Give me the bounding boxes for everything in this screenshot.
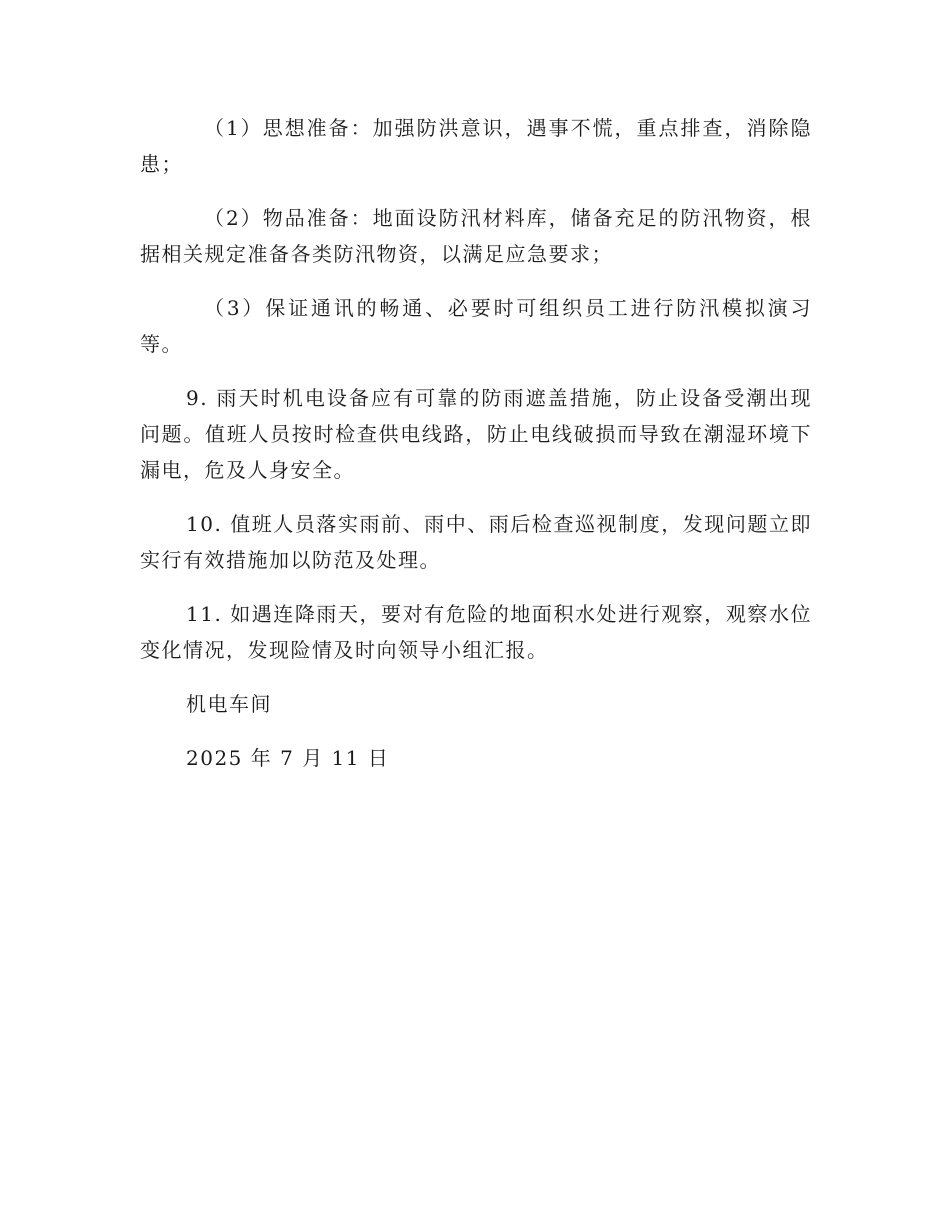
signature-department: 机电车间 xyxy=(186,692,272,716)
document-date: 2025 年 7 月 11 日 xyxy=(186,746,390,770)
paragraph-item-10: 10. 值班人员落实雨前、雨中、雨后检查巡视制度，发现问题立即实行有效措施加以防范及处理。 xyxy=(140,512,812,572)
paragraph-item-11: 11. 如遇连降雨天，要对有危险的地面积水处进行观察，观察水位变化情况，发现险情及时向领导小组汇报。 xyxy=(140,602,812,662)
paragraph-material-preparation: （2）物品准备：地面设防汛材料库，储备充足的防汛物资，根据相关规定准备各类防汛物资，以满足应急要求； xyxy=(140,206,812,266)
document-body xyxy=(140,110,812,794)
paragraph-item-9: 9. 雨天时机电设备应有可靠的防雨遮盖措施，防止设备受潮出现问题。值班人员按时检查供电线路，防止电线破损而导致在潮湿环境下漏电，危及人身安全。 xyxy=(140,386,812,482)
paragraph-communication: （3）保证通讯的畅通、必要时可组织员工进行防汛模拟演习等。 xyxy=(140,296,812,356)
paragraph-ideological-preparation: （1）思想准备：加强防洪意识，遇事不慌，重点排查，消除隐患； xyxy=(140,116,812,176)
